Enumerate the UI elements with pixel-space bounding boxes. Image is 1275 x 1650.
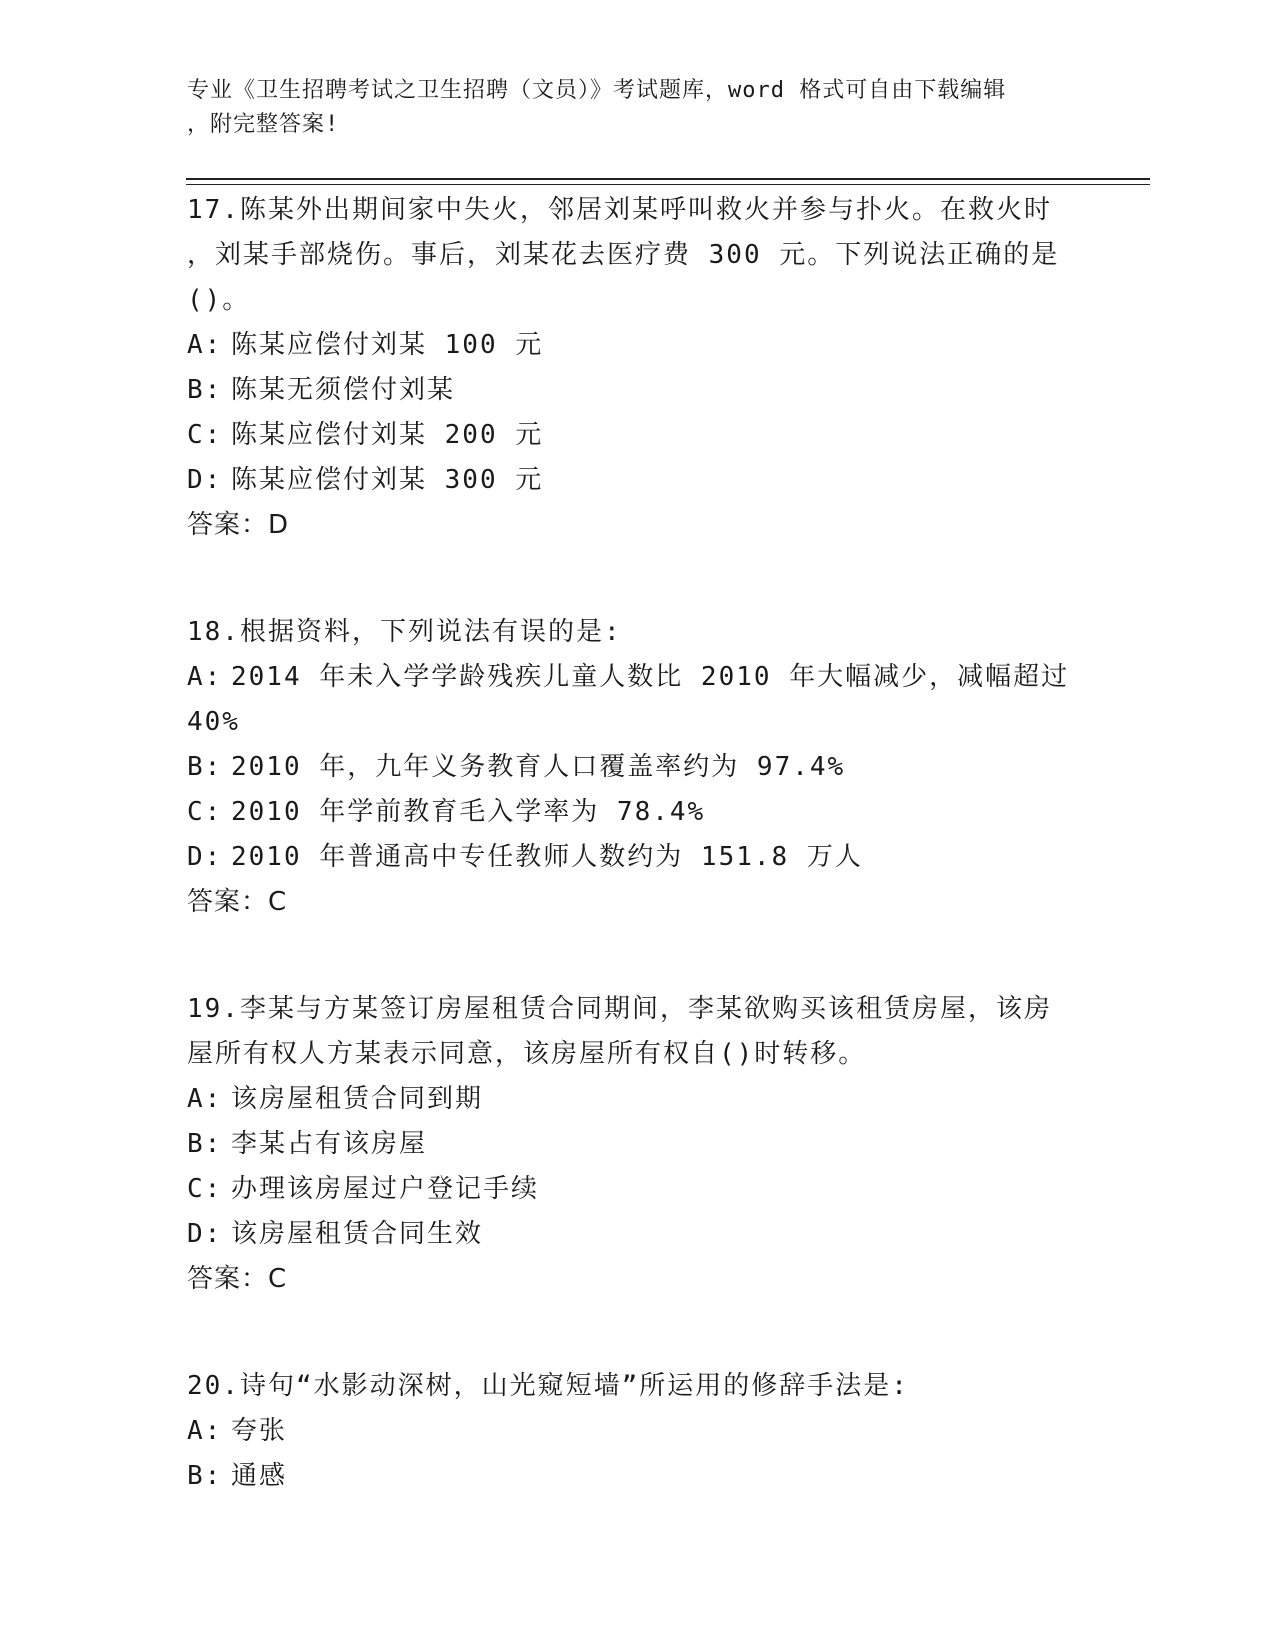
option-letter: A: [187, 662, 223, 692]
option-b [187, 1454, 1107, 1499]
option-text: 办理该房屋过户登记手续 [231, 1174, 540, 1204]
option-letter: B: [187, 1129, 223, 1159]
option-d [187, 1212, 1107, 1257]
question-text-line: ，刘某手部烧伤。事后，刘某花去医疗费 300 元。下列说法正确的是 [187, 240, 1060, 270]
question-text-line: 屋所有权人方某表示同意，该房屋所有权自()时转移。 [187, 1039, 867, 1069]
option-letter: D: [187, 1219, 223, 1249]
option-letter: D: [187, 465, 223, 495]
option-text: 2010 年普通高中专任教师人数约为 151.8 万人 [231, 842, 863, 872]
option-b [187, 368, 1107, 413]
option-letter: B: [187, 752, 223, 782]
option-text: 陈某无须偿付刘某 [231, 375, 456, 405]
question-text-line: 19.李某与方某签订房屋租赁合同期间，李某欲购买该租赁房屋，该房 [187, 994, 1052, 1024]
option-text: 该房屋租赁合同生效 [231, 1219, 484, 1249]
option-text: 夸张 [231, 1416, 288, 1446]
question-19 [187, 987, 1107, 1302]
header-line-1: 专业《卫生招聘考试之卫生招聘（文员）》考试题库，word 格式可自由下载编辑 [187, 78, 1007, 103]
answer-value: C [268, 1264, 288, 1294]
answer-label: 答案： [187, 1264, 269, 1294]
option-a [187, 1409, 1107, 1454]
answer-value: C [268, 887, 288, 917]
option-text: 2010 年学前教育毛入学率为 78.4% [231, 797, 706, 827]
option-text: 陈某应偿付刘某 100 元 [231, 330, 544, 360]
option-text: 陈某应偿付刘某 200 元 [231, 420, 544, 450]
answer-line [187, 1257, 1107, 1302]
option-text: 2014 年未入学学龄残疾儿童人数比 2010 年大幅减少，减幅超过 [231, 662, 1070, 692]
header-line-2: ，附完整答案! [187, 112, 340, 137]
option-d [187, 835, 1107, 880]
question-text-line: 17.陈某外出期间家中失火，邻居刘某呼叫救火并参与扑火。在救火时 [187, 195, 1052, 225]
header-divider-thick [186, 178, 1150, 180]
option-text: 李某占有该房屋 [231, 1129, 428, 1159]
answer-line [187, 880, 1107, 925]
option-c [187, 790, 1107, 835]
option-letter: C: [187, 1174, 223, 1204]
answer-label: 答案： [187, 887, 269, 917]
option-letter: D: [187, 842, 223, 872]
option-letter: A: [187, 330, 223, 360]
question-text-line: 18.根据资料，下列说法有误的是: [187, 617, 622, 647]
question-20 [187, 1364, 1107, 1499]
document-header [187, 74, 1087, 142]
question-text-line: 20.诗句“水影动深树，山光窥短墙”所运用的修辞手法是: [187, 1371, 909, 1401]
option-a-continued: 40% [187, 707, 240, 737]
option-text: 2010 年，九年义务教育人口覆盖率约为 97.4% [231, 752, 846, 782]
answer-value: D [268, 510, 290, 540]
question-list [187, 188, 1107, 1561]
option-c [187, 1167, 1107, 1212]
option-letter: C: [187, 797, 223, 827]
answer-label: 答案： [187, 510, 269, 540]
question-18 [187, 610, 1107, 925]
question-text-line: ()。 [187, 285, 251, 315]
option-c [187, 413, 1107, 458]
option-text: 陈某应偿付刘某 300 元 [231, 465, 544, 495]
option-b [187, 1122, 1107, 1167]
option-d [187, 458, 1107, 503]
option-letter: B: [187, 375, 223, 405]
option-b [187, 745, 1107, 790]
option-letter: A: [187, 1084, 223, 1114]
option-letter: A: [187, 1416, 223, 1446]
option-a [187, 1077, 1107, 1122]
option-text: 该房屋租赁合同到期 [231, 1084, 484, 1114]
option-text: 通感 [231, 1461, 288, 1491]
answer-line [187, 503, 1107, 548]
option-letter: C: [187, 420, 223, 450]
question-17 [187, 188, 1107, 548]
option-letter: B: [187, 1461, 223, 1491]
option-a [187, 323, 1107, 368]
header-divider-thin [186, 184, 1150, 185]
option-a [187, 655, 1107, 700]
